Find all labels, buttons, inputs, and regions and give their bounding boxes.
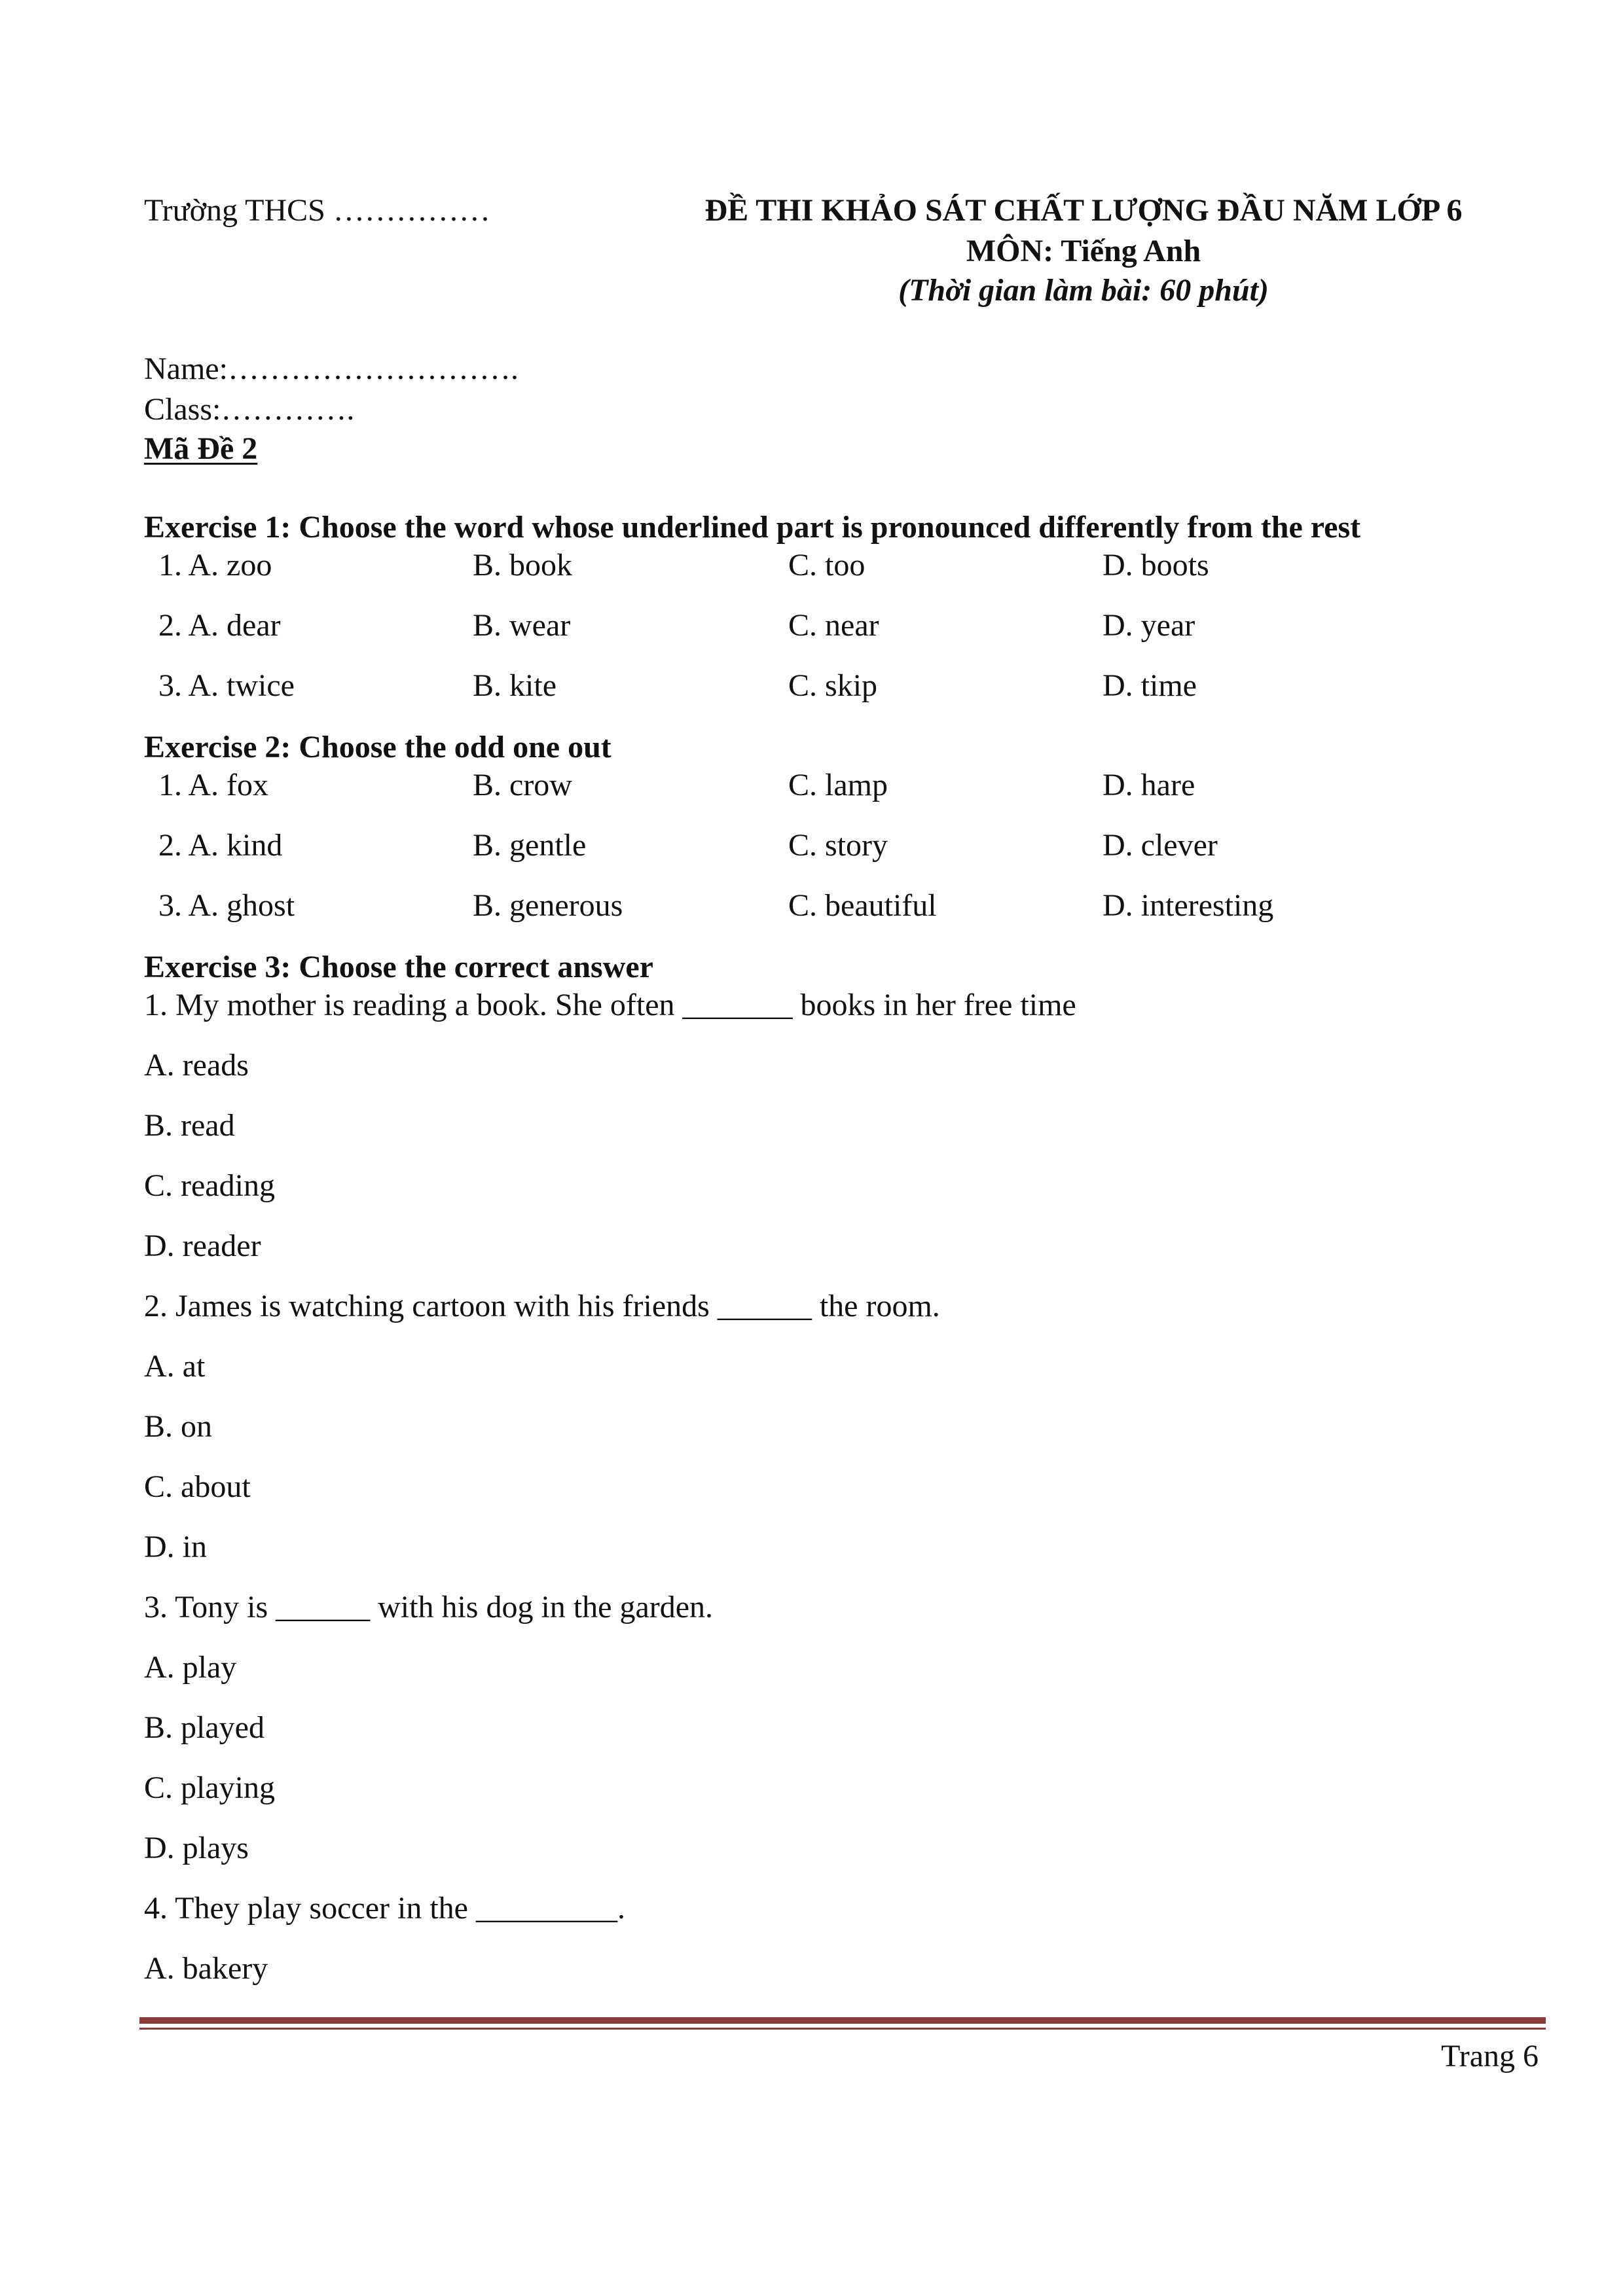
exercise1-option: B. wear — [473, 608, 571, 643]
exercise1-option: B. book — [473, 548, 573, 583]
subject-line: MÔN: Tiếng Anh — [966, 234, 1201, 268]
answer-option: C. reading — [144, 1168, 275, 1203]
exercise1-option: B. kite — [473, 668, 556, 703]
exercise2-option: C. lamp — [788, 768, 888, 802]
exercise1-option: D. boots — [1103, 548, 1209, 583]
exercise2-option: B. gentle — [473, 828, 587, 863]
answer-option: A. at — [144, 1349, 206, 1384]
exercise2-option: D. hare — [1103, 768, 1195, 802]
answer-option: D. plays — [144, 1831, 249, 1865]
answer-option: D. in — [144, 1530, 207, 1564]
answer-option: C. about — [144, 1469, 251, 1504]
footer-rule-thin — [139, 2028, 1546, 2030]
exercise1-option: C. near — [788, 608, 879, 643]
question-text: 2. James is watching cartoon with his friends ______ the room. — [144, 1289, 940, 1323]
exercise1-option: 3. A. twice — [158, 668, 295, 703]
page-number: Trang 6 — [1441, 2039, 1539, 2073]
exercise1-title: Exercise 1: Choose the word whose underlined part is pronounced differently from the rest — [144, 510, 1361, 545]
exam-code: Mã Đề 2 — [144, 431, 258, 466]
exam-title: ĐỀ THI KHẢO SÁT CHẤT LƯỢNG ĐẦU NĂM LỚP 6 — [704, 193, 1463, 228]
exercise2-option: D. interesting — [1103, 888, 1274, 923]
exercise2-option: B. generous — [473, 888, 623, 923]
exercise1-option: D. year — [1103, 608, 1195, 643]
name-field: Name:………………………. — [144, 351, 519, 386]
exercise1-option: 2. A. dear — [158, 608, 281, 643]
answer-option: B. played — [144, 1710, 264, 1745]
school-line: Trường THCS …………… — [144, 193, 490, 228]
answer-option: B. read — [144, 1108, 235, 1143]
exercise2-option: C. story — [788, 828, 888, 863]
answer-option: A. play — [144, 1650, 237, 1685]
exercise3-title: Exercise 3: Choose the correct answer — [144, 950, 653, 984]
question-text: 1. My mother is reading a book. She often _______ books in her free time — [144, 988, 1076, 1022]
exercise2-option: 2. A. kind — [158, 828, 283, 863]
exercise2-option: D. clever — [1103, 828, 1218, 863]
time-line: (Thời gian làm bài: 60 phút) — [898, 273, 1269, 308]
question-text: 4. They play soccer in the _________. — [144, 1891, 625, 1926]
answer-option: C. playing — [144, 1770, 275, 1805]
answer-option: A. reads — [144, 1048, 249, 1083]
question-text: 3. Tony is ______ with his dog in the garden. — [144, 1590, 714, 1624]
exercise2-option: 3. A. ghost — [158, 888, 295, 923]
answer-option: A. bakery — [144, 1951, 268, 1986]
exercise1-option: C. skip — [788, 668, 878, 703]
answer-option: D. reader — [144, 1229, 261, 1263]
exercise2-option: C. beautiful — [788, 888, 937, 923]
footer-rule-thick — [139, 2017, 1546, 2024]
exercise2-title: Exercise 2: Choose the odd one out — [144, 730, 611, 764]
exercise2-option: B. crow — [473, 768, 572, 802]
answer-option: B. on — [144, 1409, 213, 1444]
class-field: Class:…………. — [144, 392, 355, 427]
exercise1-option: C. too — [788, 548, 866, 583]
exercise1-option: D. time — [1103, 668, 1197, 703]
exercise1-option: 1. A. zoo — [158, 548, 272, 583]
exercise2-option: 1. A. fox — [158, 768, 268, 802]
